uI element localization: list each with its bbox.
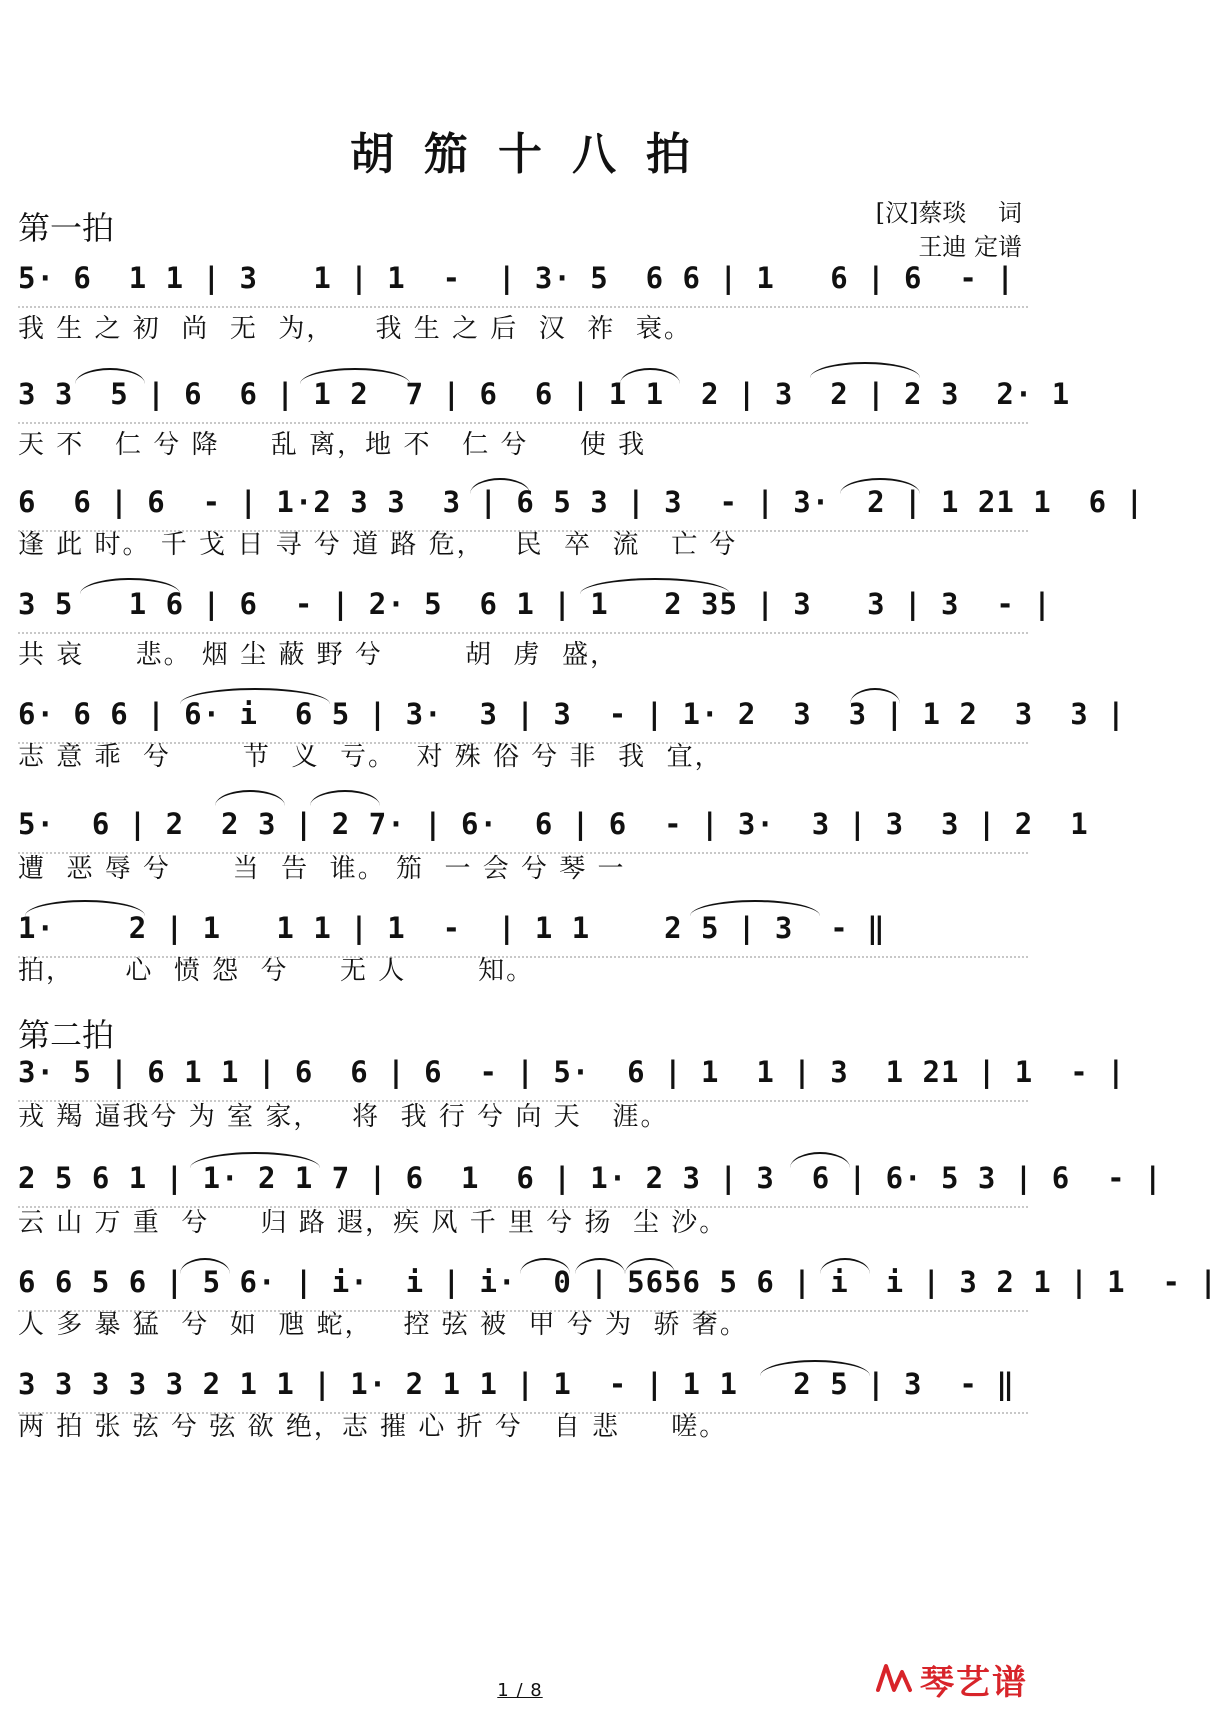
site-logo [874,1655,1028,1704]
notation-line: 1· 2 | 1 1 1 | 1 - | 1 1 2 5 | 3 - ‖ [18,900,1028,958]
slur-mark [215,790,285,806]
lyrics-line: 两 拍 张 弦 兮 弦 欲 绝，志 摧 心 折 兮 自 悲 嗟。 [18,1412,728,1442]
lyrics-line: 人 多 暴 猛 兮 如 虺 蛇， 控 弦 被 甲 兮 为 骄 奢。 [18,1310,748,1340]
notation-line: 3 5 1 6 | 6 - | 2· 5 6 1 | 1 2 35 | 3 3 | 3 - | [18,576,1028,634]
logo-text: 琴艺谱 [920,1663,1028,1703]
lyrics-line: 云 山 万 重 兮 归 路 遐，疾 风 千 里 兮 扬 尘 沙。 [18,1208,728,1238]
notation-line: 6 6 5 6 | 5 6· | i· i | i· 0 | 5656 5 6 | i i | 3 2 1 | 1 - | [18,1254,1028,1312]
notation-line: 3· 5 | 6 1 1 | 6 6 | 6 - | 5· 6 | 1 1 | 3 1 21 | 1 - | [18,1044,1028,1102]
notation-line: 6 6 | 6 - | 1·2 3 3 3 | 6 5 3 | 3 - | 3· 2 | 1 21 1 6 | [18,474,1028,532]
logo-note-icon [874,1660,914,1700]
composer-credit: 王迪 定谱 [918,233,1022,261]
section-label-2: 第二拍 [18,1016,115,1054]
page-number-text: 1 / 8 [497,1680,543,1701]
notation-line: 5· 6 | 2 2 3 | 2 7· | 6· 6 | 6 - | 3· 3 | 3 3 | 2 1 [18,796,1028,854]
lyrics-line: 共 哀 悲。 烟 尘 蔽 野 兮 胡 虏 盛， [18,640,619,670]
notation-line: 6· 6 6 | 6· i 6 5 | 3· 3 | 3 - | 1· 2 3 3 | 1 2 3 3 | [18,686,1028,744]
notation-line: 3 3 5 | 6 6 | 1 2 7 | 6 6 | 1 1 2 | 3 2 | 2 3 2· 1 [18,366,1028,424]
lyrics-line: 戎 羯 逼我兮 为 室 家， 将 我 行 兮 向 天 涯。 [18,1102,669,1132]
notation-line: 2 5 6 1 | 1· 2 1 7 | 6 1 6 | 1· 2 3 | 3 6 | 6· 5 3 | 6 - | [18,1150,1028,1208]
slur-mark [810,362,920,378]
lyrics-line: 我 生 之 初 尚 无 为， 我 生 之 后 汉 祚 衰。 [18,314,692,344]
lyrics-line: 天 不 仁 兮 降 乱 离，地 不 仁 兮 使 我 [18,430,647,460]
slur-mark [310,790,380,806]
lyricist-credit: [汉]蔡琰 词 [875,199,1022,227]
notation-line: 5· 6 1 1 | 3 1 | 1 - | 3· 5 6 6 | 1 6 | 6 - | [18,250,1028,308]
lyrics-line: 志 意 乖 兮 节 义 亏。 对 殊 俗 兮 非 我 宜， [18,742,723,772]
notation-line: 3 3 3 3 3 2 1 1 | 1· 2 1 1 | 1 - | 1 1 2 5 | 3 - ‖ [18,1356,1028,1414]
section-label-1: 第一拍 [18,209,115,247]
lyrics-line: 逢 此 时。 千 戈 日 寻 兮 道 路 危， 民 卒 流 亡 兮 [18,530,738,560]
lyrics-line: 遭 恶 辱 兮 当 告 谁。 笳 一 会 兮 琴 一 [18,854,626,884]
song-title: 胡笳十八拍 [350,129,720,180]
lyrics-line: 拍， 心 愤 怨 兮 无 人 知。 [18,956,535,986]
